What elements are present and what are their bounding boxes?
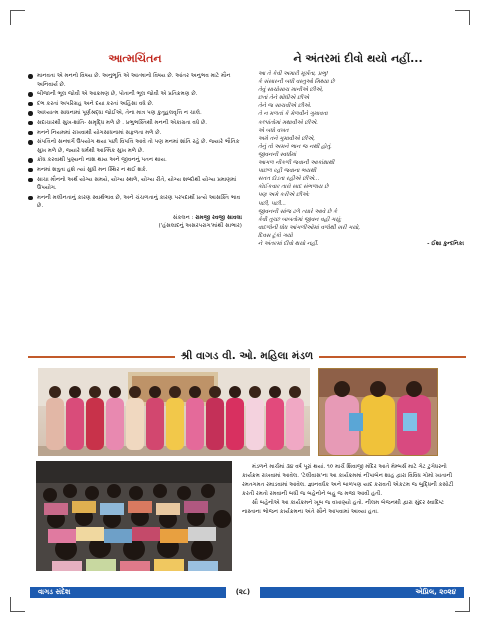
mahila-mandal-band	[28, 349, 466, 363]
award-photo	[318, 368, 438, 456]
poem-line: પણ અમે કરીએ છીએ:	[258, 192, 310, 199]
poem-line: સતત દોડતા રહીએ છીએ...	[258, 176, 320, 183]
bullet-dot-icon	[28, 178, 33, 183]
thought-item: બીજાની ભૂલ જોવી એ આક્રમણ છે, પોતાની ભૂલ જોવી એ પ્રતિક્રમણ છે.	[28, 90, 242, 99]
bullet-dot-icon	[28, 140, 33, 145]
bullet-dot-icon	[28, 158, 33, 163]
compiler-name: રામજી રવજી સાવલા	[195, 214, 242, 221]
mahila-mandal-title: શ્રી વાગડ વી. ઓ. મહિલા મંડળ	[175, 350, 319, 363]
source-note: ('હંસલાદનું અસરપરાગ'માંથી સાભાર)	[158, 222, 242, 229]
report-paragraph: સૌ બહેનોએ આ કાર્યક્રમને ખૂબ જ વખાણ્યો હતો. નીલમ બેજનથી દ્વારા સુંદર સ્વાદિષ્ટ નાસ્તાના ભોજન કાર્યક્રમના અંતે સૌને આપવામાં આવ્યા હતા.	[242, 500, 445, 515]
atma-chintan-heading: આત્મચિંતન	[108, 52, 162, 65]
mandal-report	[242, 463, 464, 517]
poem-line: કેવી તુચ્છ બાબતોમાં જીવન વહી ગયું;	[258, 216, 342, 223]
poem-line: વાદળોની ધોધ આંગળીઓમાં વળોથી સરી ગયો,	[258, 224, 361, 231]
poem-line: કે સંસારની બધી વસ્તુઓ મિથ્યા છે	[258, 79, 335, 86]
thought-item: દંભ કરતાં અપરિગ્રહ અને દયા કરતાં અહિંસા વધે છે.	[28, 100, 242, 109]
issue-date: એપ્રિલ, ૨૦૨૪	[415, 588, 456, 596]
poem-last-line: ને અંતરમાં દીવો થયો નહીં.	[258, 240, 319, 247]
poem-line: આ તે કેવી અમારી મૂર્ખતા, પ્રભુ!	[258, 71, 329, 77]
poem-line: કોઈકવાર તારો સાદ સંભળાય છે	[258, 184, 329, 191]
poem-line: તે ન મળતાં કે મેળવીને ગુમાવતા	[258, 111, 328, 118]
poem-line: તેને જ સાચવીએ છીએ.	[258, 103, 312, 110]
poem-heading: ને અંતરમાં દીવો થયો નહીં...	[293, 52, 423, 65]
poem-line: કલ્પાંતોમાં મથાવીએ છીએ.	[258, 119, 319, 126]
poem-line: પછી, પછી...	[258, 200, 286, 207]
audience-photo	[36, 461, 232, 571]
poem-line: તેનું તો અમને ભાન જ નથી હોતું.	[258, 143, 332, 150]
bullet-dot-icon	[28, 111, 33, 116]
thought-item: સાચા મૌનનો અર્થ યોગ્ય સમયે, યોગ્ય સ્થળે, યોગ્ય રીતે, યોગ્ય શબ્દોથી યોગ્ય પ્રમાણમાં ઉપયોગ.	[28, 176, 242, 193]
bullet-dot-icon	[28, 92, 33, 97]
bullet-dot-icon	[28, 196, 33, 201]
poem-author: - ઈશા કુન્દનિકા	[427, 240, 464, 247]
poem-line: જીવનની સાંજ ઢળે ત્યારે આવે છે કે	[258, 208, 338, 215]
thought-item: મનને નિયમમાં રાખવાથી યોગસાધનામાં સફળતા મળે છે.	[28, 129, 242, 138]
poem-line: છતાં તેને શોધીએ છીએ	[258, 95, 310, 102]
crop-mark-bottom-left	[10, 597, 25, 612]
bullet-dot-icon	[28, 168, 33, 173]
audience-photo-illustration	[36, 461, 232, 571]
crop-mark-bottom-right	[455, 597, 470, 612]
poem-line: આગળ નીકળી જવાની આકાંક્ષાથી	[258, 160, 335, 167]
thought-item: મનની મલીનતાનું કારણ સ્વાર્થભાવ છે, અને ચંચળતાનું કારણ પરપદાર્થો પ્રત્યે આસક્તિ ભાવ છે.	[28, 194, 242, 211]
group-photo	[38, 368, 310, 456]
poem-column	[252, 52, 464, 248]
atma-chintan-column	[28, 52, 242, 230]
thought-list	[28, 72, 242, 211]
poem-line: પાછળ રહી જવાના ભયથી	[258, 168, 317, 175]
thought-item: સદાચારથી સુખ-શાંતિ- સમૃદ્ધિ મળે છે . પ્રભુભક્તિથી મનની એકાગ્રતા વધે છે.	[28, 119, 242, 128]
poem-line: એ બધો વખત	[258, 127, 289, 134]
poem-line: તેવું સાચોસાચ માનીએ છીએ,	[258, 87, 324, 94]
report-paragraph: મંડળને માર્ચમાં ૩૪ વર્ષ પૂરાં થયાં. ૧૦ માર્ચે શિવાજી મંદિર આતે મેમ્બર્સ માટે ગેટ ટુગેધરનો કાર્યક્રમ રાખવામાં આવેલ. 'ટેલીવાસ'ના આ કાર્યક્રમમાં નીપાબેન શાહ દ્વારા વિવિધ ગોમો ખાતાની રમતગમત રમાડવામાં આવેલ. જ્ઞાનવર્ધક અને બાળપણ યાદ કરાવતી એકટમ જ બુદ્ધિની કસોટી કરતી રમતો રમવાની બધી જ બહેનોને બહુ જ મજા આવી હતી.	[242, 464, 454, 497]
crop-mark-top-left	[10, 10, 25, 25]
poem-closing	[258, 240, 464, 248]
crop-mark-top-right	[455, 10, 470, 25]
magazine-name: વાગડ સંદેશ	[30, 588, 78, 597]
page-footer	[30, 587, 464, 598]
page-number: (૨૮)	[226, 587, 260, 598]
poem-line: જીવનની સ્વર્ધામાં	[258, 151, 297, 158]
thought-item: આધ્યાત્મ સાધનામાં પૂર્ણશ્રદ્ધા જોઈએ, તેના માત્ર પણ કુતૂહલવૃત્તિ ન ચાલે.	[28, 109, 242, 118]
thought-item: સંપત્તિનો સન્માર્ગે ઉપયોગ થયા પછી વિપત્તિ આવે તો પણ મનમાં શાંતિ રહે છે. જ્યારે ભૌતિક સુખ મળે છે, જ્યારે ધર્મથી આત્મિક સુખ મળે છે.	[28, 138, 242, 155]
compiler-credit: સંકલન : રામજી રવજી સાવલા	[172, 214, 242, 221]
award-photo-illustration	[319, 369, 437, 455]
poem-line: દિવસ ટૂંકો ગયો	[258, 232, 293, 239]
thought-item: ક્રોધ કરવાથી પુણ્યનો નાશ થાય અને જીવનનું પતન થાય.	[28, 156, 242, 165]
poem-line: અમે તને ગુમાવીએ છીએ,	[258, 135, 316, 142]
bullet-dot-icon	[28, 74, 33, 79]
bullet-dot-icon	[28, 102, 33, 107]
bullet-dot-icon	[28, 131, 33, 136]
thought-item: માનવતા એ મનનો વિષય છે. અનુભૂતિ એ આત્માનો વિષય છે. આંતર અનુભવ માટે મૌન અનિવાર્ય છે.	[28, 72, 242, 89]
poem-body	[252, 70, 464, 248]
group-photo-illustration	[38, 368, 310, 456]
thought-item: મનમાં શત્રુતા હશે ત્યાં સુધી મન સ્થિર ન થઈ શકે.	[28, 166, 242, 175]
bullet-dot-icon	[28, 121, 33, 126]
